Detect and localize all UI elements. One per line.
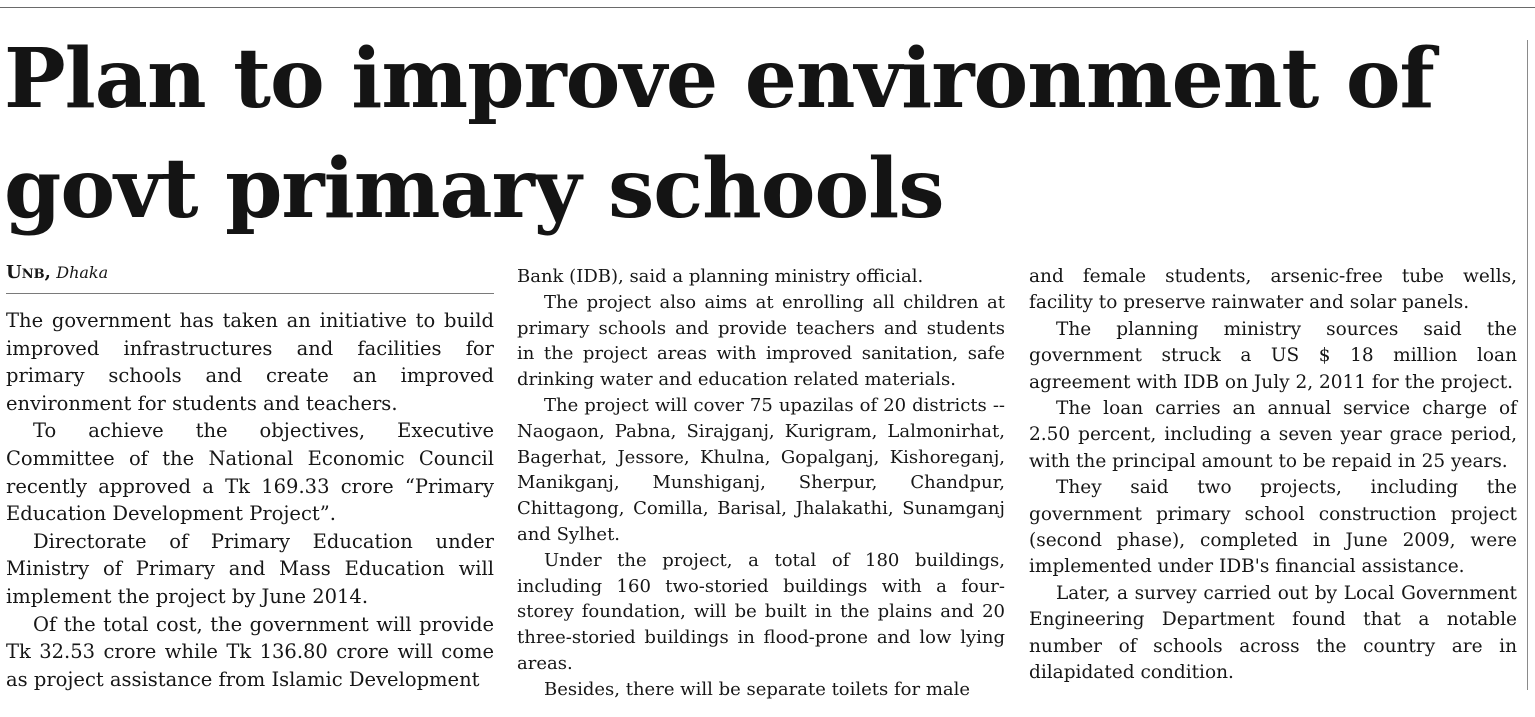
paragraph: They said two projects, including the government primary school construction project (second phase), completed in June 2009, were implemented under IDB's financial assistance.	[1029, 477, 1517, 578]
paragraph: To achieve the objectives, Executive Committee of the National Economic Council recently approved a Tk 169.33 crore “Primary Education Development Project”.	[6, 419, 494, 526]
top-rule	[0, 7, 1535, 8]
paragraph: Under the project, a total of 180 buildings, including 160 two-storied buildings with a four-storey foundation, will be built in the plains and 20 three-storied buildings in flood-prone and low lying areas.	[517, 549, 1005, 674]
paragraph: Directorate of Primary Education under Ministry of Primary and Mass Education will implement the project by June 2014.	[6, 529, 494, 608]
paragraph: The government has taken an initiative to build improved infrastructures and facilities for primary schools and create an improved environment for students and teachers.	[6, 309, 494, 415]
article-column-1	[6, 262, 494, 693]
article-column-3	[1029, 264, 1517, 687]
paragraph: The planning ministry sources said the government struck a US $ 18 million loan agreement with IDB on July 2, 2011 for the project.	[1029, 318, 1517, 393]
headline: Plan to improve environment of govt primary schools	[4, 31, 1434, 237]
paragraph: and female students, arsenic-free tube wells, facility to preserve rainwater and solar panels.	[1029, 266, 1517, 314]
paragraph: Of the total cost, the government will provide Tk 32.53 crore while Tk 136.80 crore will come as project assistance from Islamic Development	[6, 612, 494, 691]
right-column-rule	[1527, 40, 1528, 690]
paragraph: Besides, there will be separate toilets for male	[544, 678, 971, 700]
paragraph: The project also aims at enrolling all children at primary schools and provide teachers and students in the project areas with improved sanitation, safe drinking water and education related materials.	[517, 291, 1005, 391]
article-column-2	[517, 264, 1005, 703]
byline-city: Dhaka	[56, 263, 109, 282]
paragraph: Later, a survey carried out by Local Government Engineering Department found that a notable number of schools across the country are in dilapidated condition.	[1029, 582, 1517, 684]
paragraph: Bank (IDB), said a planning ministry official.	[517, 266, 924, 287]
byline	[6, 262, 494, 294]
byline-agency: Unb,	[6, 262, 51, 283]
paragraph: The project will cover 75 upazilas of 20 districts -- Naogaon, Pabna, Sirajganj, Kurigram, Lalmonirhat, Bagerhat, Jessore, Khulna, Gopalganj, Kishoreganj, Manikganj, Munshiganj, Sherpur, Chandpur, Chittagong, Comilla, Barisal, Jhalakathi, Sunamganj and Sylhet.	[517, 394, 1005, 545]
paragraph: The loan carries an annual service charge of 2.50 percent, including a seven year grace period, with the principal amount to be repaid in 25 years.	[1029, 398, 1517, 472]
